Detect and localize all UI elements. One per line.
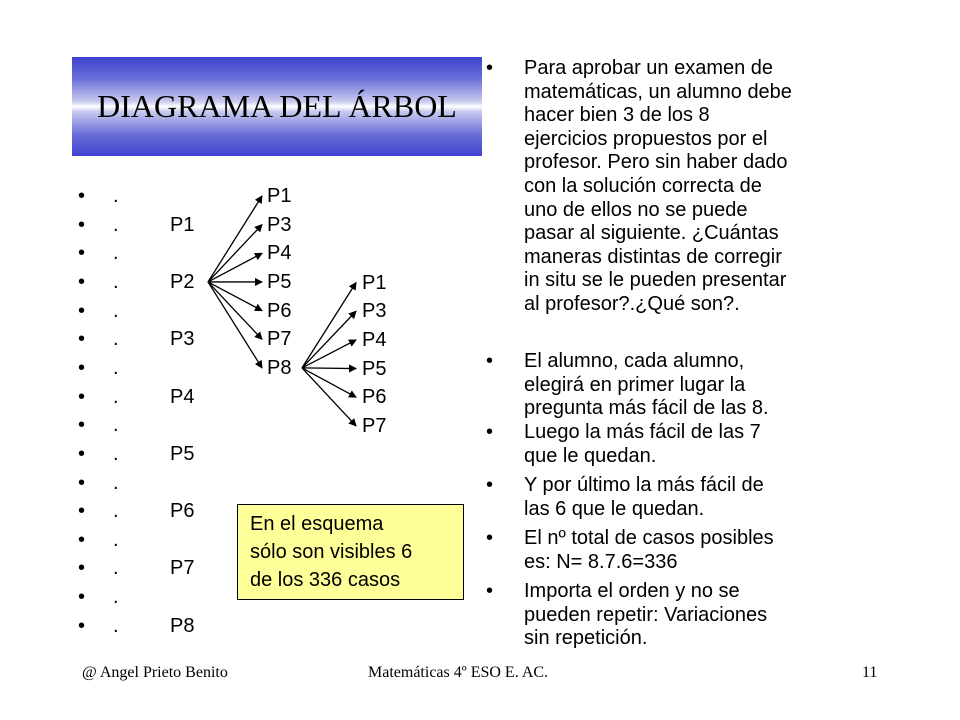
- tree-node-level3: P6: [362, 386, 387, 409]
- bullet-icon: •: [78, 185, 86, 207]
- explanation-line: in situ se le pueden presentar: [524, 269, 787, 292]
- tree-arrow-l2-to-l3: [302, 283, 356, 368]
- explanation-line: al profesor?.¿Qué son?.: [524, 292, 740, 315]
- bullet-icon: •: [78, 557, 86, 580]
- explanation-line: maneras distintas de corregir: [524, 245, 782, 268]
- footer-course: Matemáticas 4º ESO E. AC.: [368, 664, 549, 681]
- explanation-line: matemáticas, un alumno debe: [524, 80, 792, 103]
- tree-node-level2: P3: [267, 213, 292, 236]
- tree-node-level3: P3: [362, 300, 387, 323]
- explanation-line: que le quedan.: [524, 444, 657, 467]
- bullet-icon: •: [78, 442, 86, 465]
- list-dot: .: [113, 614, 119, 637]
- explanation-line: elegirá en primer lugar la: [524, 373, 746, 396]
- tree-node-level2: P4: [267, 242, 292, 265]
- list-dot: .: [113, 442, 119, 465]
- explanation-text: [524, 421, 761, 468]
- bullet-icon: •: [486, 474, 494, 496]
- list-dot: .: [113, 557, 119, 580]
- explanation-line: es: N= 8.7.6=336: [524, 550, 678, 573]
- explanation-line: uno de ellos no se puede: [524, 198, 748, 221]
- tree-node-level2: P1: [267, 185, 292, 207]
- tree-arrow-l2-to-l3: [302, 311, 356, 368]
- tree-node-level1: P6: [170, 500, 195, 523]
- bullet-icon: •: [78, 299, 86, 322]
- tree-node-level3: P1: [362, 271, 387, 294]
- bullet-icon: •: [486, 580, 494, 602]
- explanation-line: pasar al siguiente. ¿Cuántas: [524, 222, 779, 245]
- explanation-line: profesor. Pero sin haber dado: [524, 151, 788, 174]
- explanation-line: ejercicios propuestos por el: [524, 127, 768, 150]
- bullet-icon: •: [78, 528, 86, 551]
- tree-arrow-l1-to-l2: [208, 282, 262, 368]
- list-dot: .: [113, 185, 119, 207]
- note-line: sólo son visibles 6: [250, 541, 413, 563]
- bullet-icon: •: [78, 471, 86, 494]
- tree-node-level1: P4: [170, 385, 195, 408]
- tree-arrow-l2-to-l3: [302, 368, 356, 426]
- bullet-icon: •: [78, 242, 86, 265]
- list-dot: .: [113, 213, 119, 236]
- footer-page-number: 11: [862, 664, 878, 681]
- explanation-text: [524, 580, 767, 651]
- bullet-icon: •: [486, 57, 494, 79]
- bullet-icon: •: [78, 356, 86, 379]
- tree-node-level1: P3: [170, 328, 195, 351]
- bullet-icon: •: [78, 385, 86, 408]
- explanation-line: las 6 que le quedan.: [524, 497, 705, 520]
- explanation-line: con la solución correcta de: [524, 174, 762, 197]
- footer-author: @ Angel Prieto Benito: [82, 664, 228, 681]
- tree-arrow-l2-to-l3: [302, 368, 356, 369]
- tree-arrow-l2-to-l3: [302, 368, 356, 397]
- bullet-icon: •: [78, 614, 86, 637]
- note-line: de los 336 casos: [250, 569, 401, 591]
- bullet-icon: •: [78, 270, 86, 293]
- tree-node-level2: P7: [267, 328, 292, 351]
- tree-arrow-l1-to-l2: [208, 225, 262, 282]
- tree-node-level2: P8: [267, 356, 292, 379]
- tree-arrow-l1-to-l2: [208, 253, 262, 282]
- bullet-icon: •: [486, 527, 494, 549]
- list-dot: .: [113, 356, 119, 379]
- bullet-icon: •: [78, 328, 86, 351]
- bullet-icon: •: [78, 586, 86, 609]
- bullet-icon: •: [78, 414, 86, 437]
- explanation-line: Y por último la más fácil de: [524, 474, 764, 496]
- tree-node-level2: P5: [267, 270, 292, 293]
- explanation-text: [524, 474, 764, 521]
- note-box: [237, 504, 464, 600]
- explanation-line: El nº total de casos posibles: [524, 527, 774, 549]
- list-dot: .: [113, 500, 119, 523]
- explanation-line: Luego la más fácil de las 7: [524, 421, 761, 443]
- explanation-line: pueden repetir: Variaciones: [524, 603, 768, 626]
- bullet-icon: •: [486, 421, 494, 443]
- tree-node-level1: P1: [170, 213, 195, 236]
- list-dot: .: [113, 242, 119, 265]
- tree-node-level3: P7: [362, 414, 387, 437]
- tree-node-level1: P8: [170, 614, 195, 637]
- tree-node-level1: P5: [170, 442, 195, 465]
- note-line: En el esquema: [250, 513, 384, 535]
- tree-arrow-l1-to-l2: [208, 282, 262, 311]
- explanation-line: hacer bien 3 de los 8: [524, 104, 710, 127]
- slide-title: DIAGRAMA DEL ÁRBOL: [97, 88, 457, 124]
- list-dot: .: [113, 299, 119, 322]
- tree-node-level1: P7: [170, 557, 195, 580]
- explanation-text: [524, 350, 769, 421]
- list-dot: .: [113, 471, 119, 494]
- tree-node-level3: P5: [362, 357, 387, 380]
- explanation-line: pregunta más fácil de las 8.: [524, 397, 769, 420]
- list-dot: .: [113, 586, 119, 609]
- explanation-line: sin repetición.: [524, 627, 648, 650]
- explanation-line: El alumno, cada alumno,: [524, 350, 745, 372]
- list-dot: .: [113, 270, 119, 293]
- explanation-text: [524, 57, 792, 317]
- explanation-line: Importa el orden y no se: [524, 580, 740, 602]
- explanation-text: [524, 527, 774, 574]
- bullet-icon: •: [486, 350, 494, 372]
- list-dot: .: [113, 414, 119, 437]
- bullet-icon: •: [78, 213, 86, 236]
- bullet-icon: •: [78, 500, 86, 523]
- explanation-line: Para aprobar un examen de: [524, 57, 774, 79]
- tree-node-level2: P6: [267, 299, 292, 322]
- list-dot: .: [113, 528, 119, 551]
- tree-arrow-l1-to-l2: [208, 282, 262, 339]
- tree-node-level3: P4: [362, 328, 387, 351]
- list-dot: .: [113, 385, 119, 408]
- tree-arrow-l1-to-l2: [208, 196, 262, 282]
- list-dot: .: [113, 328, 119, 351]
- tree-node-level1: P2: [170, 270, 195, 293]
